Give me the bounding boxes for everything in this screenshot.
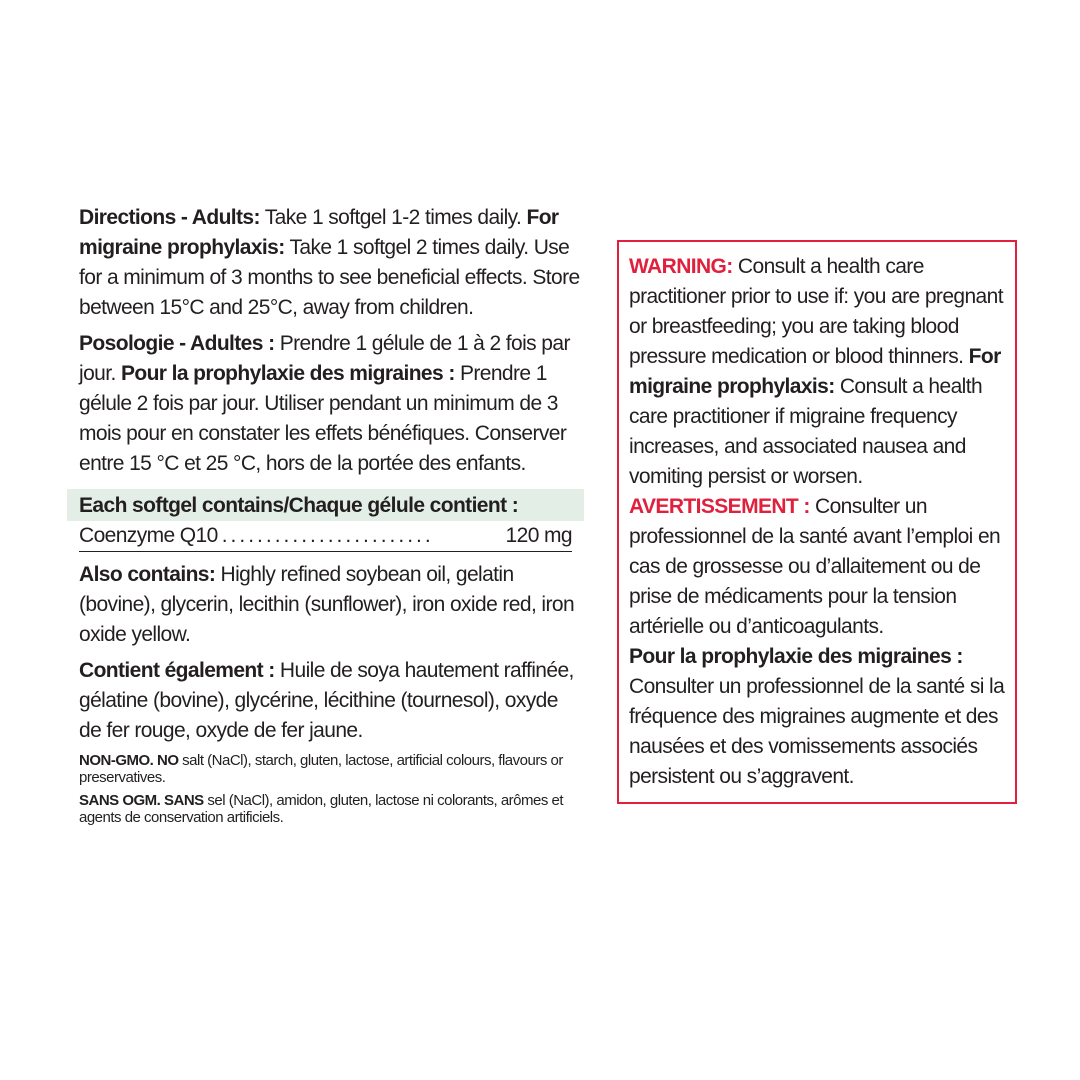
non-gmo-en: NON-GMO. NO salt (NaCl), starch, gluten, lactose, artificial colours, flavours or preservatives. (79, 752, 563, 786)
contents-box (67, 489, 584, 552)
also-contains-en: Also contains: Highly refined soybean oil, gelatin (bovine), glycerin, lecithin (sunflower), iron oxide red, iron oxide yellow. (79, 563, 575, 646)
leader-dots: ........................ (221, 524, 434, 547)
contents-row (79, 521, 572, 552)
warning-box (617, 240, 1017, 804)
directions-en: Directions - Adults: Take 1 softgel 1-2 times daily. For migraine prophylaxis: Take 1 softgel 2 times daily. Use for a minimum of 3 months to see beneficial effects. Store between 15°C and 25°C, away from children. (79, 206, 580, 319)
warning-fr: AVERTISSEMENT : Consulter un professionnel de la santé avant l’emploi en cas de grossesse ou d’allaitement ou de prise de médicaments pour la tension artérielle ou d’anticoagulants. Pour la prophylaxie des migraines : Consulter un professionnel de la santé si la fréquence des migraines augmente et des nausées et des vomissements associés persistent ou s’aggravent. (629, 495, 1005, 788)
directions-fr: Posologie - Adultes : Prendre 1 gélule de 1 à 2 fois par jour. Pour la prophylaxie des migraines : Prendre 1 gélule 2 fois par jour. Utiliser pendant un minimum de 3 mois pour en constater les effets bénéfiques. Conserver entre 15 °C et 25 °C, hors de la portée des enfants. (79, 332, 570, 475)
ingredient-name: Coenzyme Q10 (79, 524, 218, 547)
also-contains-fr: Contient également : Huile de soya hautement raffinée, gélatine (bovine), glycérine, lécithine (tournesol), oxyde de fer rouge, oxyde de fer jaune. (79, 659, 574, 742)
contents-header: Each softgel contains/Chaque gélule contient : (67, 489, 584, 521)
directions-column (79, 203, 584, 830)
ingredient-amount: 120 mg (505, 524, 572, 547)
warning-en: WARNING: Consult a health care practitioner prior to use if: you are pregnant or breastfeeding; you are taking blood pressure medication or blood thinners. For migraine prophylaxis: Consult a health care practitioner if migraine frequency increases, and associated nausea and vomiting persist or worsen. (629, 255, 1003, 488)
non-gmo-fr: SANS OGM. SANS sel (NaCl), amidon, gluten, lactose ni colorants, arômes et agents de conservation artificiels. (79, 792, 564, 826)
